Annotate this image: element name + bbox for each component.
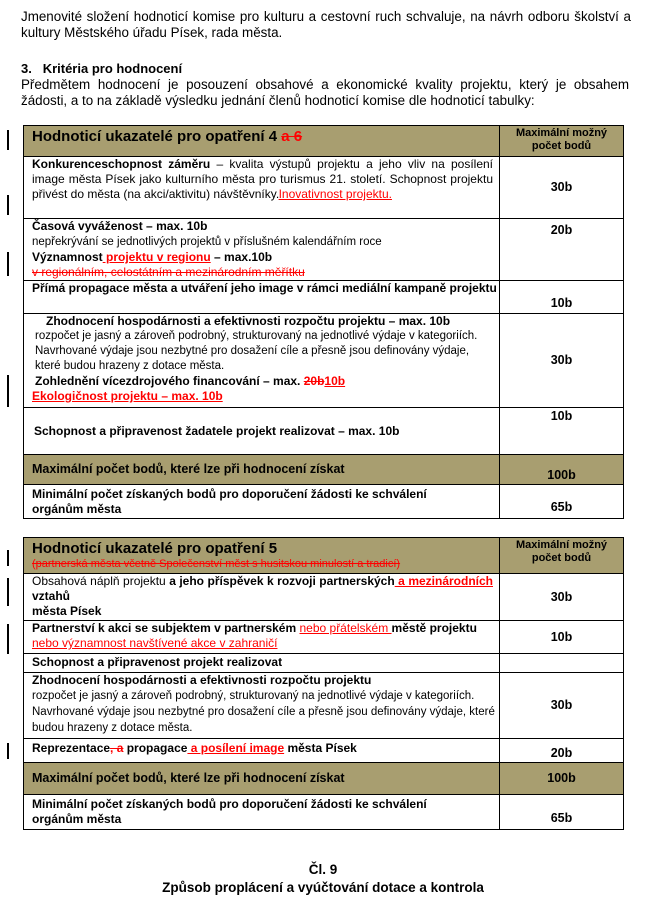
change-bar <box>7 130 9 150</box>
min-points-row <box>24 795 624 830</box>
min-points-label: Minimální počet získaných bodů pro doporučení žádosti ke schválení orgánům města <box>24 485 500 519</box>
intro-paragraph: Jmenovité složení hodnoticí komise pro kulturu a cestovní ruch schvaluje, na návrh odboru školství a kultury Městského úřadu Písek, rada města. <box>21 9 631 40</box>
min-points-row <box>24 485 624 519</box>
table-row <box>24 621 624 654</box>
table-title: Hodnoticí ukazatelé pro opatření 5 (partnerská města včetně Společenství měst s husitskou minulostí a tradicí) <box>24 538 500 574</box>
article-title: Způsob proplácení a vyúčtování dotace a kontrola <box>162 880 484 895</box>
points-value-empty <box>500 654 624 673</box>
table-row <box>24 157 624 219</box>
criterion-content: Obsahová náplň projektu a jeho příspěvek k rozvoji partnerských a mezinárodních vztahů města Písek <box>24 574 500 621</box>
table-row <box>24 574 624 621</box>
change-bar <box>7 550 9 566</box>
section-heading <box>21 61 182 77</box>
table-title: Hodnoticí ukazatelé pro opatření 4 a 6 <box>24 126 500 157</box>
criterion-budget-efficiency: Zhodnocení hospodárnosti a efektivnosti rozpočtu projektu rozpočet je jasný a zároveň podrobný, strukturovaný na jednotlivé výdaje v kategoriích. Navrhované výdaje jsou nezbytné pro dosažení cíle a přesně jsou definovány výdaje, které budou hrazeny z dotace města. <box>24 673 500 739</box>
criterion-readiness: Schopnost a připravenost projekt realizovat <box>24 654 500 673</box>
points-value: 30b <box>500 673 624 739</box>
article-number: Čl. 9 <box>308 862 338 877</box>
max-points-row <box>24 455 624 485</box>
points-value: 10b <box>500 281 624 314</box>
criterion-budget-efficiency: Zhodnocení hospodárnosti a efektivnosti rozpočtu projektu – max. 10b rozpočet je jasný a zároveň podrobný, strukturovaný na jednotlivé výdaje v kategoriích. Navrhované výdaje jsou nezbytné pro dosažení cíle a přesně jsou definovány výdaje, které budou hrazeny z dotace města. Zohlednění vícezdrojového financování – max. 20b10b Ekologičnost projektu – max. 10b <box>24 314 500 408</box>
points-value: 20b <box>500 739 624 763</box>
max-points-value: 100b <box>500 763 624 795</box>
criterion-time-balance: Časová vyváženost – max. 10b nepřekrývání se jednotlivých projektů v příslušném kalendářním roce Významnost projektu v regionu – max.10b v regionálním, celostátním a mezinárodním měřítku <box>24 219 500 281</box>
max-points-header: Maximální možný počet bodů <box>500 538 624 574</box>
points-value: 30b <box>500 314 624 408</box>
points-value: 10b <box>500 408 624 455</box>
section-number: 3. <box>21 61 32 76</box>
max-points-value: 100b <box>500 455 624 485</box>
table-header-row <box>24 126 624 157</box>
points-value: 30b <box>500 574 624 621</box>
table-row <box>24 281 624 314</box>
criterion-representation: Reprezentace, a propagace a posílení image města Písek <box>24 739 500 763</box>
table-row <box>24 673 624 739</box>
change-bar <box>7 578 9 606</box>
criteria-table-measure-5 <box>23 537 624 830</box>
table-row <box>24 408 624 455</box>
change-bar <box>7 743 9 759</box>
criterion-readiness: Schopnost a připravenost žadatele projekt realizovat – max. 10b <box>24 408 500 455</box>
min-points-value: 65b <box>500 795 624 830</box>
table-row <box>24 739 624 763</box>
section-title: Kritéria pro hodnocení <box>42 61 183 76</box>
max-points-label: Maximální počet bodů, které lze při hodnocení získat <box>24 455 500 485</box>
table-row <box>24 314 624 408</box>
table-header-row <box>24 538 624 574</box>
change-bar <box>7 375 9 407</box>
max-points-header: Maximální možný počet bodů <box>500 126 624 157</box>
min-points-label: Minimální počet získaných bodů pro doporučení žádosti ke schválení orgánům města <box>24 795 500 830</box>
table-row <box>24 219 624 281</box>
criterion-promotion: Přímá propagace města a utváření jeho image v rámci mediální kampaně projektu <box>24 281 500 314</box>
points-value: 30b <box>500 157 624 219</box>
points-value: 20b <box>500 219 624 281</box>
criterion-partnership: Partnerství k akci se subjektem v partnerském nebo přátelském městě projektu nebo významnost navštívené akce v zahraničí <box>24 621 500 654</box>
max-points-label: Maximální počet bodů, které lze při hodnocení získat <box>24 763 500 795</box>
change-bar <box>7 624 9 654</box>
change-bar <box>7 252 9 276</box>
section-paragraph: Předmětem hodnocení je posouzení obsahové a ekonomické kvality projektu, který je obsahem žádosti, a to na základě výsledku jednání členů hodnoticí komise dle hodnoticí tabulky: <box>21 77 629 108</box>
change-bar <box>7 195 9 215</box>
points-value: 10b <box>500 621 624 654</box>
criterion-competitiveness: Konkurenceschopnost záměru – kvalita výstupů projektu a jeho vliv na posílení image města Písek jako kulturního města pro turismus 21. století. Schopnost projektu přivést do města (na akci/aktivitu) návštěvníky. Inovativnost projektu. <box>24 157 500 219</box>
table-row <box>24 654 624 673</box>
max-points-row <box>24 763 624 795</box>
criteria-table-measure-4 <box>23 125 624 519</box>
min-points-value: 65b <box>500 485 624 519</box>
